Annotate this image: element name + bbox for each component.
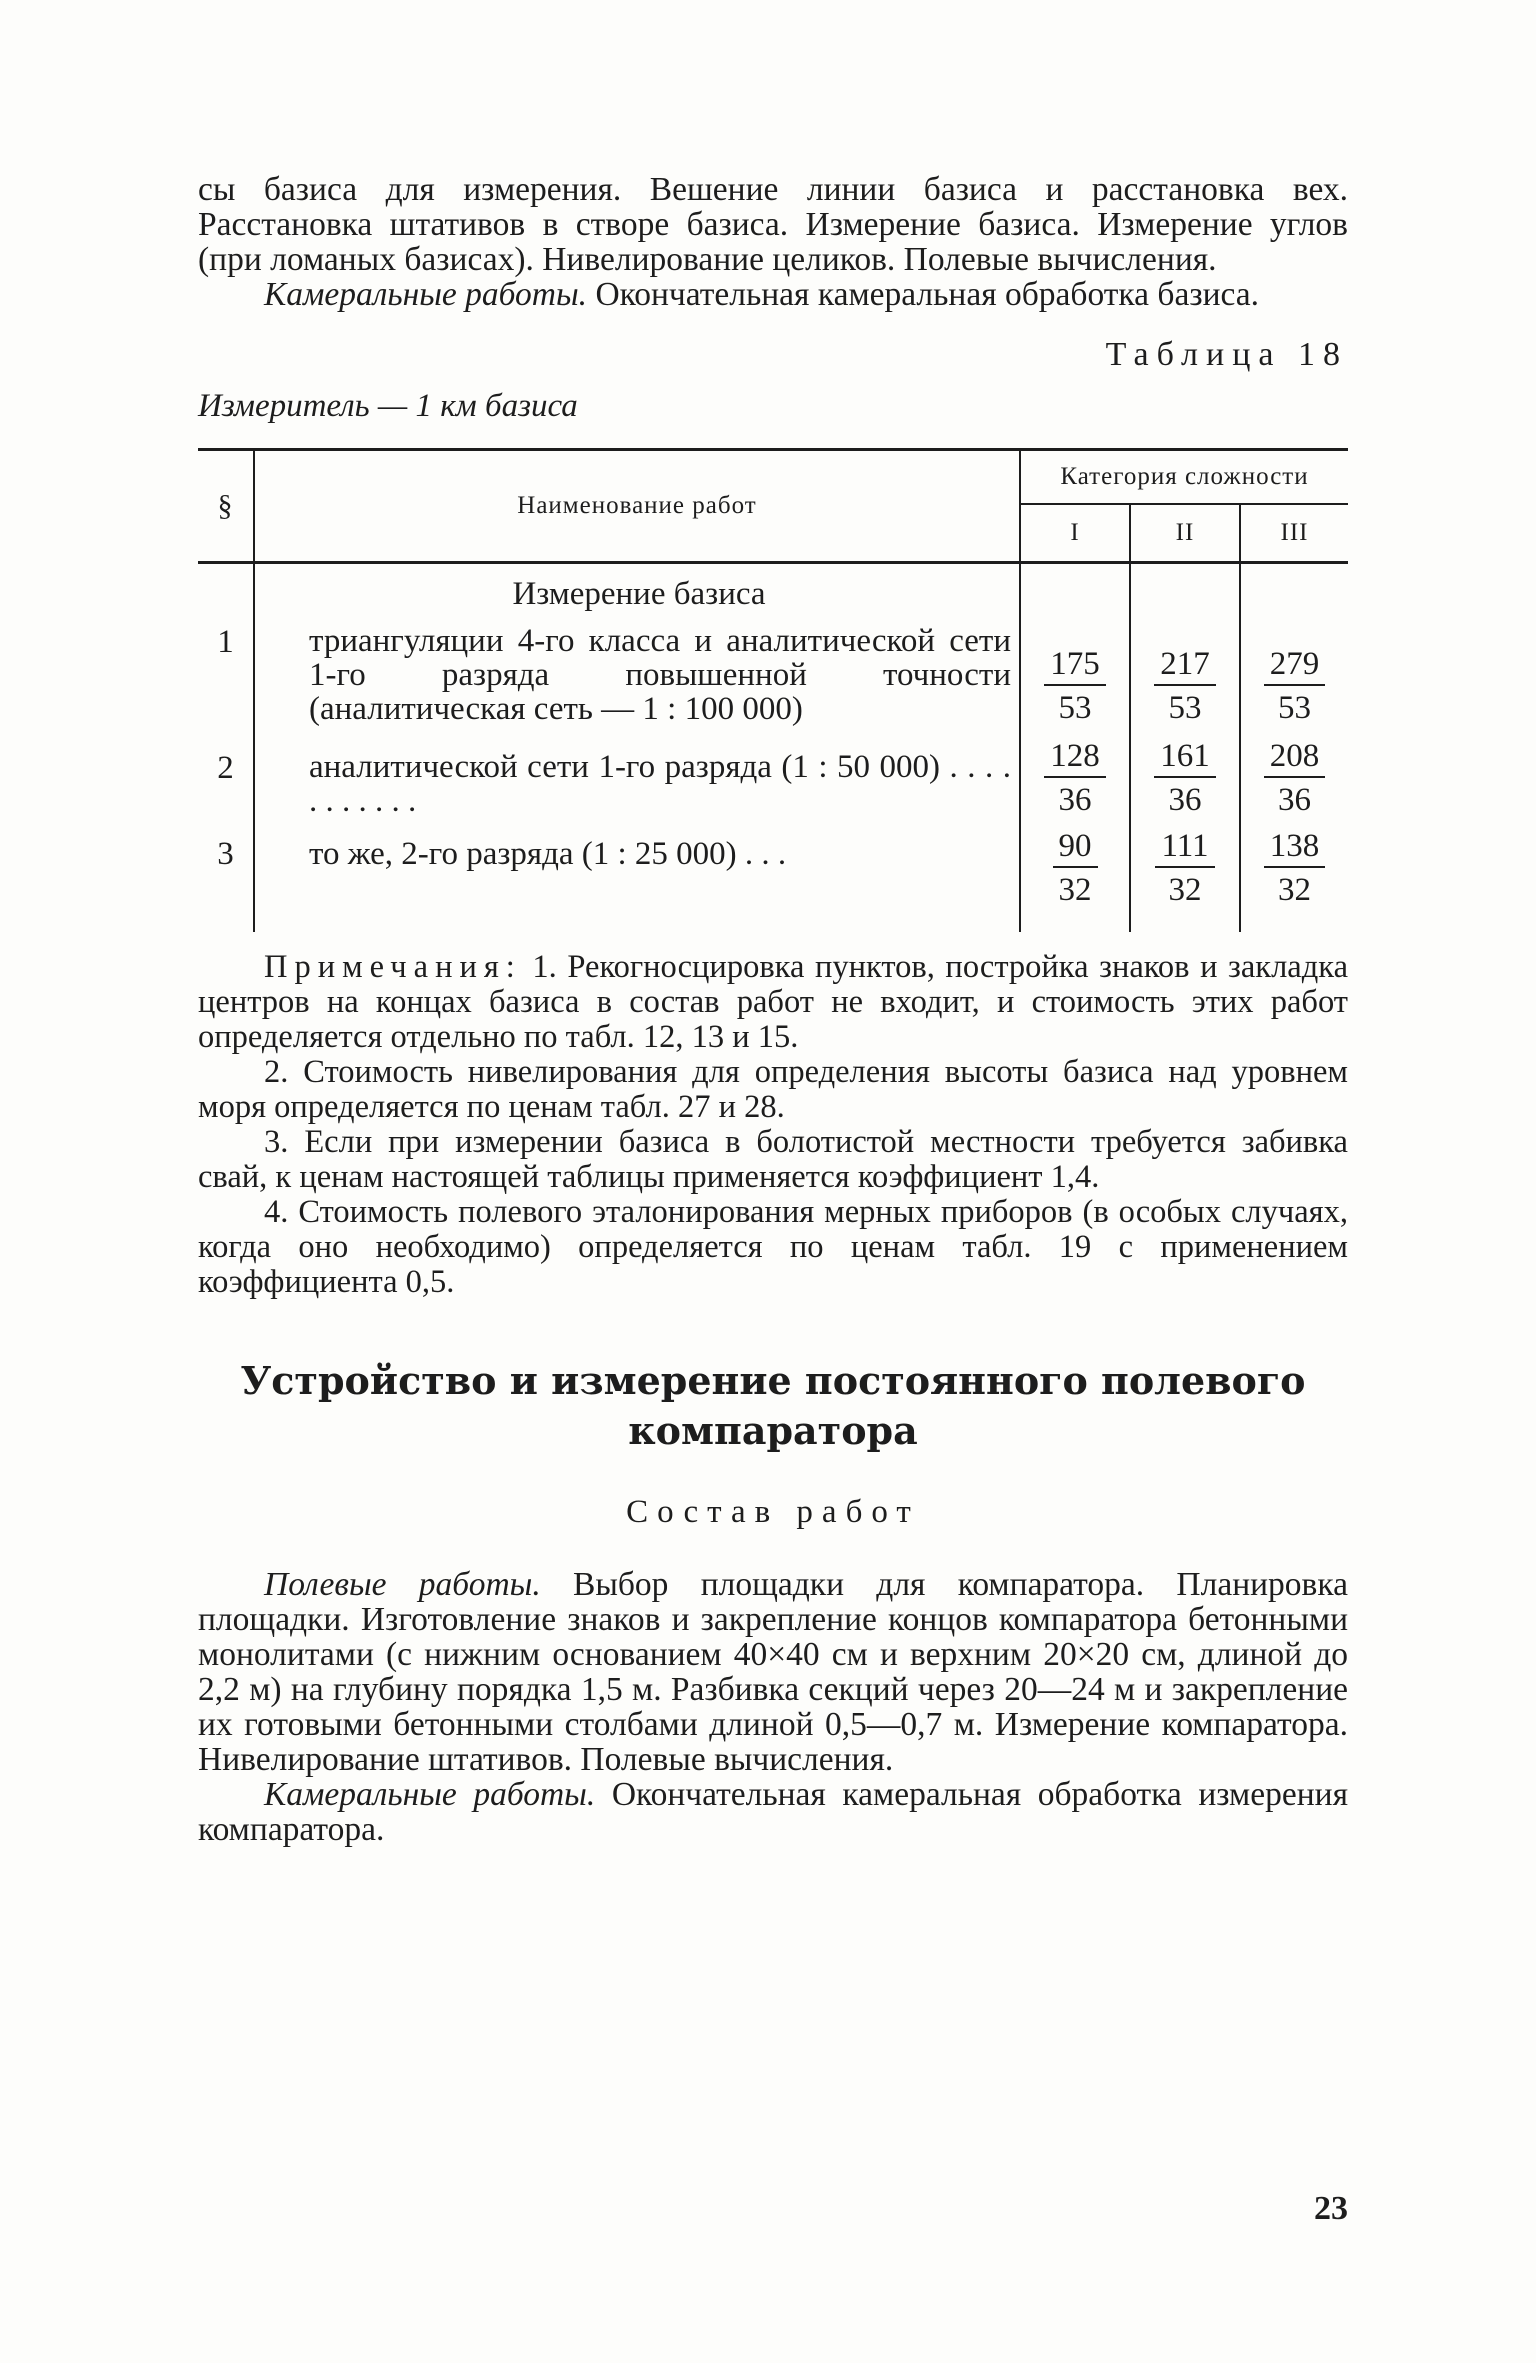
value-cell: $\frac{138}{32}$	[1264, 826, 1326, 912]
section-heading: Устройство и измерение постоянного полевого компаратора	[240, 1358, 1306, 1453]
col-category-header: Категория сложности	[1020, 450, 1348, 505]
value-cell: $\frac{217}{53}$	[1154, 644, 1216, 730]
table-label: Таблица 18	[1105, 336, 1348, 373]
office-work-paragraph	[198, 277, 1348, 312]
col-name-header: Наименование работ	[254, 450, 1020, 563]
measure-unit: Измеритель — 1 км базиса	[198, 388, 578, 424]
value-cell: $\frac{111}{32}$	[1155, 826, 1214, 912]
row-name: аналитической сети 1-го разряда (1 : 50 000) . . . . . . . . . . .	[254, 736, 1020, 826]
row-name: то же, 2-го разряда (1 : 25 000) . . .	[254, 826, 1020, 932]
row-number: 2	[217, 750, 234, 786]
notes	[198, 950, 1348, 1300]
table-caption	[198, 336, 1348, 436]
office-work-text: Окончательная камеральная обработка базиса.	[595, 276, 1260, 313]
row-number: 1	[217, 624, 234, 660]
cost-table	[198, 448, 1348, 932]
field-work-text: Выбор площадки для компаратора. Планировка площадки. Изготовление знаков и закрепление концов компаратора бетонными монолитами (с нижним основанием 40×40 см и верхним 20×20 см, длиной до 2,2 м) на глубину порядка 1,5 м. Разбивка секций через 20—24 м и закрепление их готовыми бетонными столбами длиной 0,5—0,7 м. Измерение компаратора. Нивелирование штативов. Полевые вычисления.	[198, 1566, 1349, 1778]
note-1: Примечания: 1. Рекогносцировка пунктов, постройка знаков и закладка центров на концах базиса в состав работ не входит, и стоимость этих работ определяется отдельно по табл. 12, 13 и 15.	[198, 949, 1348, 1055]
office-work2-label: Камеральные работы.	[264, 1776, 596, 1813]
paragraph-top: сы базиса для измерения. Вешение линии базиса и расстановка вех. Расстановка штативов в створе базиса. Измерение базиса. Измерение углов (при ломаных базисах). Нивелирование целиков. Полевые вычисления.	[198, 171, 1348, 278]
page-number: 23	[1314, 2190, 1348, 2227]
value-cell: $\frac{161}{36}$	[1154, 736, 1216, 822]
office-work2-paragraph	[198, 1777, 1348, 1847]
group-title: Измерение базиса	[254, 563, 1020, 625]
table-row	[198, 624, 1348, 736]
category-2-header: II	[1130, 504, 1240, 563]
notes-label: Примечания:	[264, 949, 522, 985]
value-cell: $\frac{90}{32}$	[1053, 826, 1098, 912]
category-3-header: III	[1240, 504, 1348, 563]
value-cell: $\frac{208}{36}$	[1264, 736, 1326, 822]
table-row	[198, 736, 1348, 826]
row-number: 3	[217, 836, 234, 872]
col-section-header: §	[217, 489, 234, 522]
note-2: 2. Стоимость нивелирования для определения высоты базиса над уровнем моря определяется по ценам табл. 27 и 28.	[198, 1054, 1348, 1125]
page-content	[198, 172, 1348, 1847]
note-4: 4. Стоимость полевого эталонирования мерных приборов (в особых случаях, когда оно необходимо) определяется по ценам табл. 19 с применением коэффициента 0,5.	[198, 1194, 1348, 1300]
field-work-paragraph	[198, 1567, 1348, 1777]
note-3: 3. Если при измерении базиса в болотистой местности требуется забивка свай, к ценам настоящей таблицы применяется коэффициент 1,4.	[198, 1124, 1348, 1195]
value-cell: $\frac{175}{53}$	[1044, 644, 1106, 730]
row-name: триангуляции 4-го класса и аналитической сети 1-го разряда повышенной точности (аналитическая сеть — 1 : 100 000)	[254, 624, 1020, 736]
composition-heading: Состав работ	[626, 1494, 920, 1530]
value-cell: $\frac{128}{36}$	[1044, 736, 1106, 822]
office-work2-text: Окончательная камеральная обработка измерения компаратора.	[198, 1776, 1348, 1848]
office-work-label: Камеральные работы.	[264, 276, 588, 313]
field-work-label: Полевые работы.	[264, 1566, 541, 1603]
category-1-header: I	[1020, 504, 1130, 563]
value-cell: $\frac{279}{53}$	[1264, 644, 1326, 730]
table-row	[198, 826, 1348, 932]
